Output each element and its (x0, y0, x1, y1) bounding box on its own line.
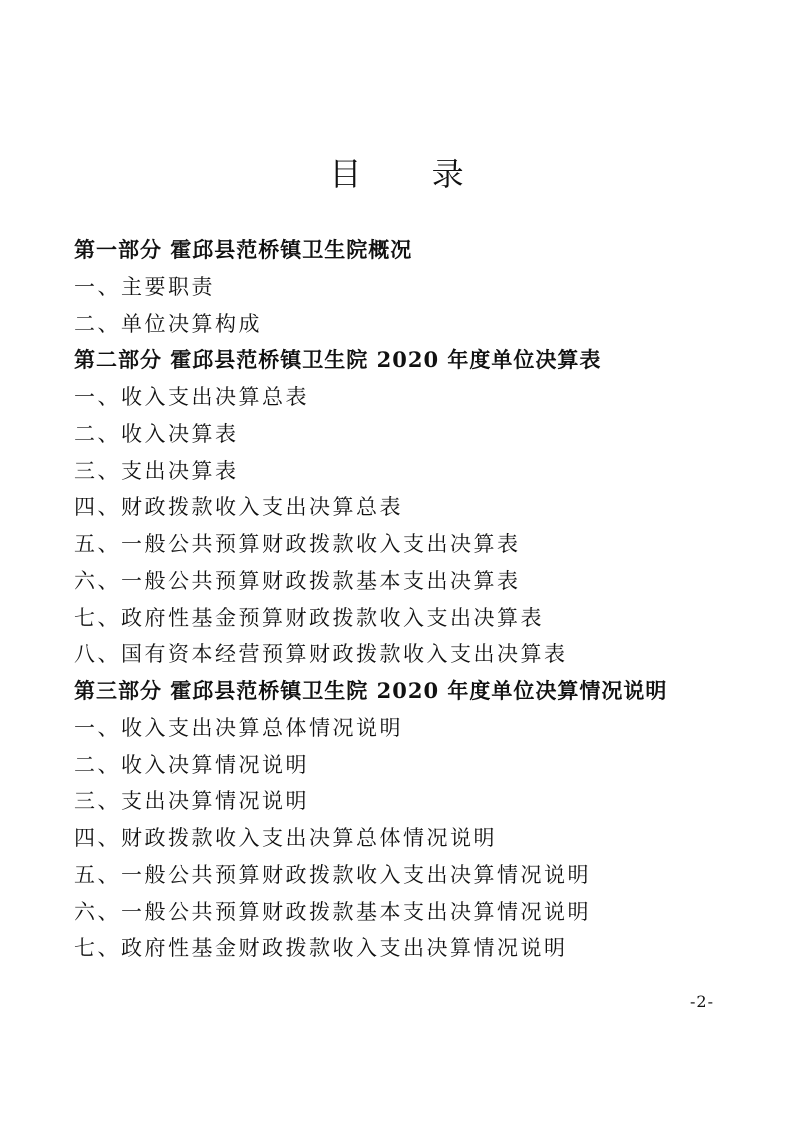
toc-item: 六、一般公共预算财政拨款基本支出决算表 (74, 568, 521, 593)
toc-item: 五、一般公共预算财政拨款收入支出决算情况说明 (74, 862, 591, 887)
toc-item: 三、支出决算情况说明 (74, 789, 309, 814)
toc-item: 二、收入决算情况说明 (74, 752, 309, 777)
toc-item: 一、收入支出决算总表 (74, 385, 309, 409)
toc-item: 五、一般公共预算财政拨款收入支出决算表 (74, 532, 521, 556)
toc-item: 七、政府性基金财政拨款收入支出决算情况说明 (74, 936, 568, 961)
toc-item: 六、一般公共预算财政拨款基本支出决算情况说明 (74, 899, 591, 924)
toc-item: 三、支出决算表 (74, 458, 239, 483)
page-number: -2- (690, 992, 714, 1011)
toc-item: 一、主要职责 (74, 274, 215, 299)
toc-item: 四、财政拨款收入支出决算总体情况说明 (74, 826, 497, 850)
page-title: 目 录 (329, 155, 494, 193)
toc-item: 八、国有资本经营预算财政拨款收入支出决算表 (74, 642, 568, 667)
toc-part-1: 第一部分 霍邱县范桥镇卫生院概况 (74, 237, 413, 262)
toc-item: 二、单位决算构成 (74, 311, 262, 336)
toc-item: 二、收入决算表 (74, 421, 239, 446)
toc-item: 一、收入支出决算总体情况说明 (74, 715, 403, 740)
table-of-contents (74, 232, 754, 967)
toc-part-3: 第三部分 霍邱县范桥镇卫生院 2020 年度单位决算情况说明 (74, 678, 668, 703)
toc-item: 四、财政拨款收入支出决算总表 (74, 495, 403, 520)
toc-item: 七、政府性基金预算财政拨款收入支出决算表 (74, 605, 544, 630)
toc-part-2: 第二部分 霍邱县范桥镇卫生院 2020 年度单位决算表 (74, 347, 602, 373)
